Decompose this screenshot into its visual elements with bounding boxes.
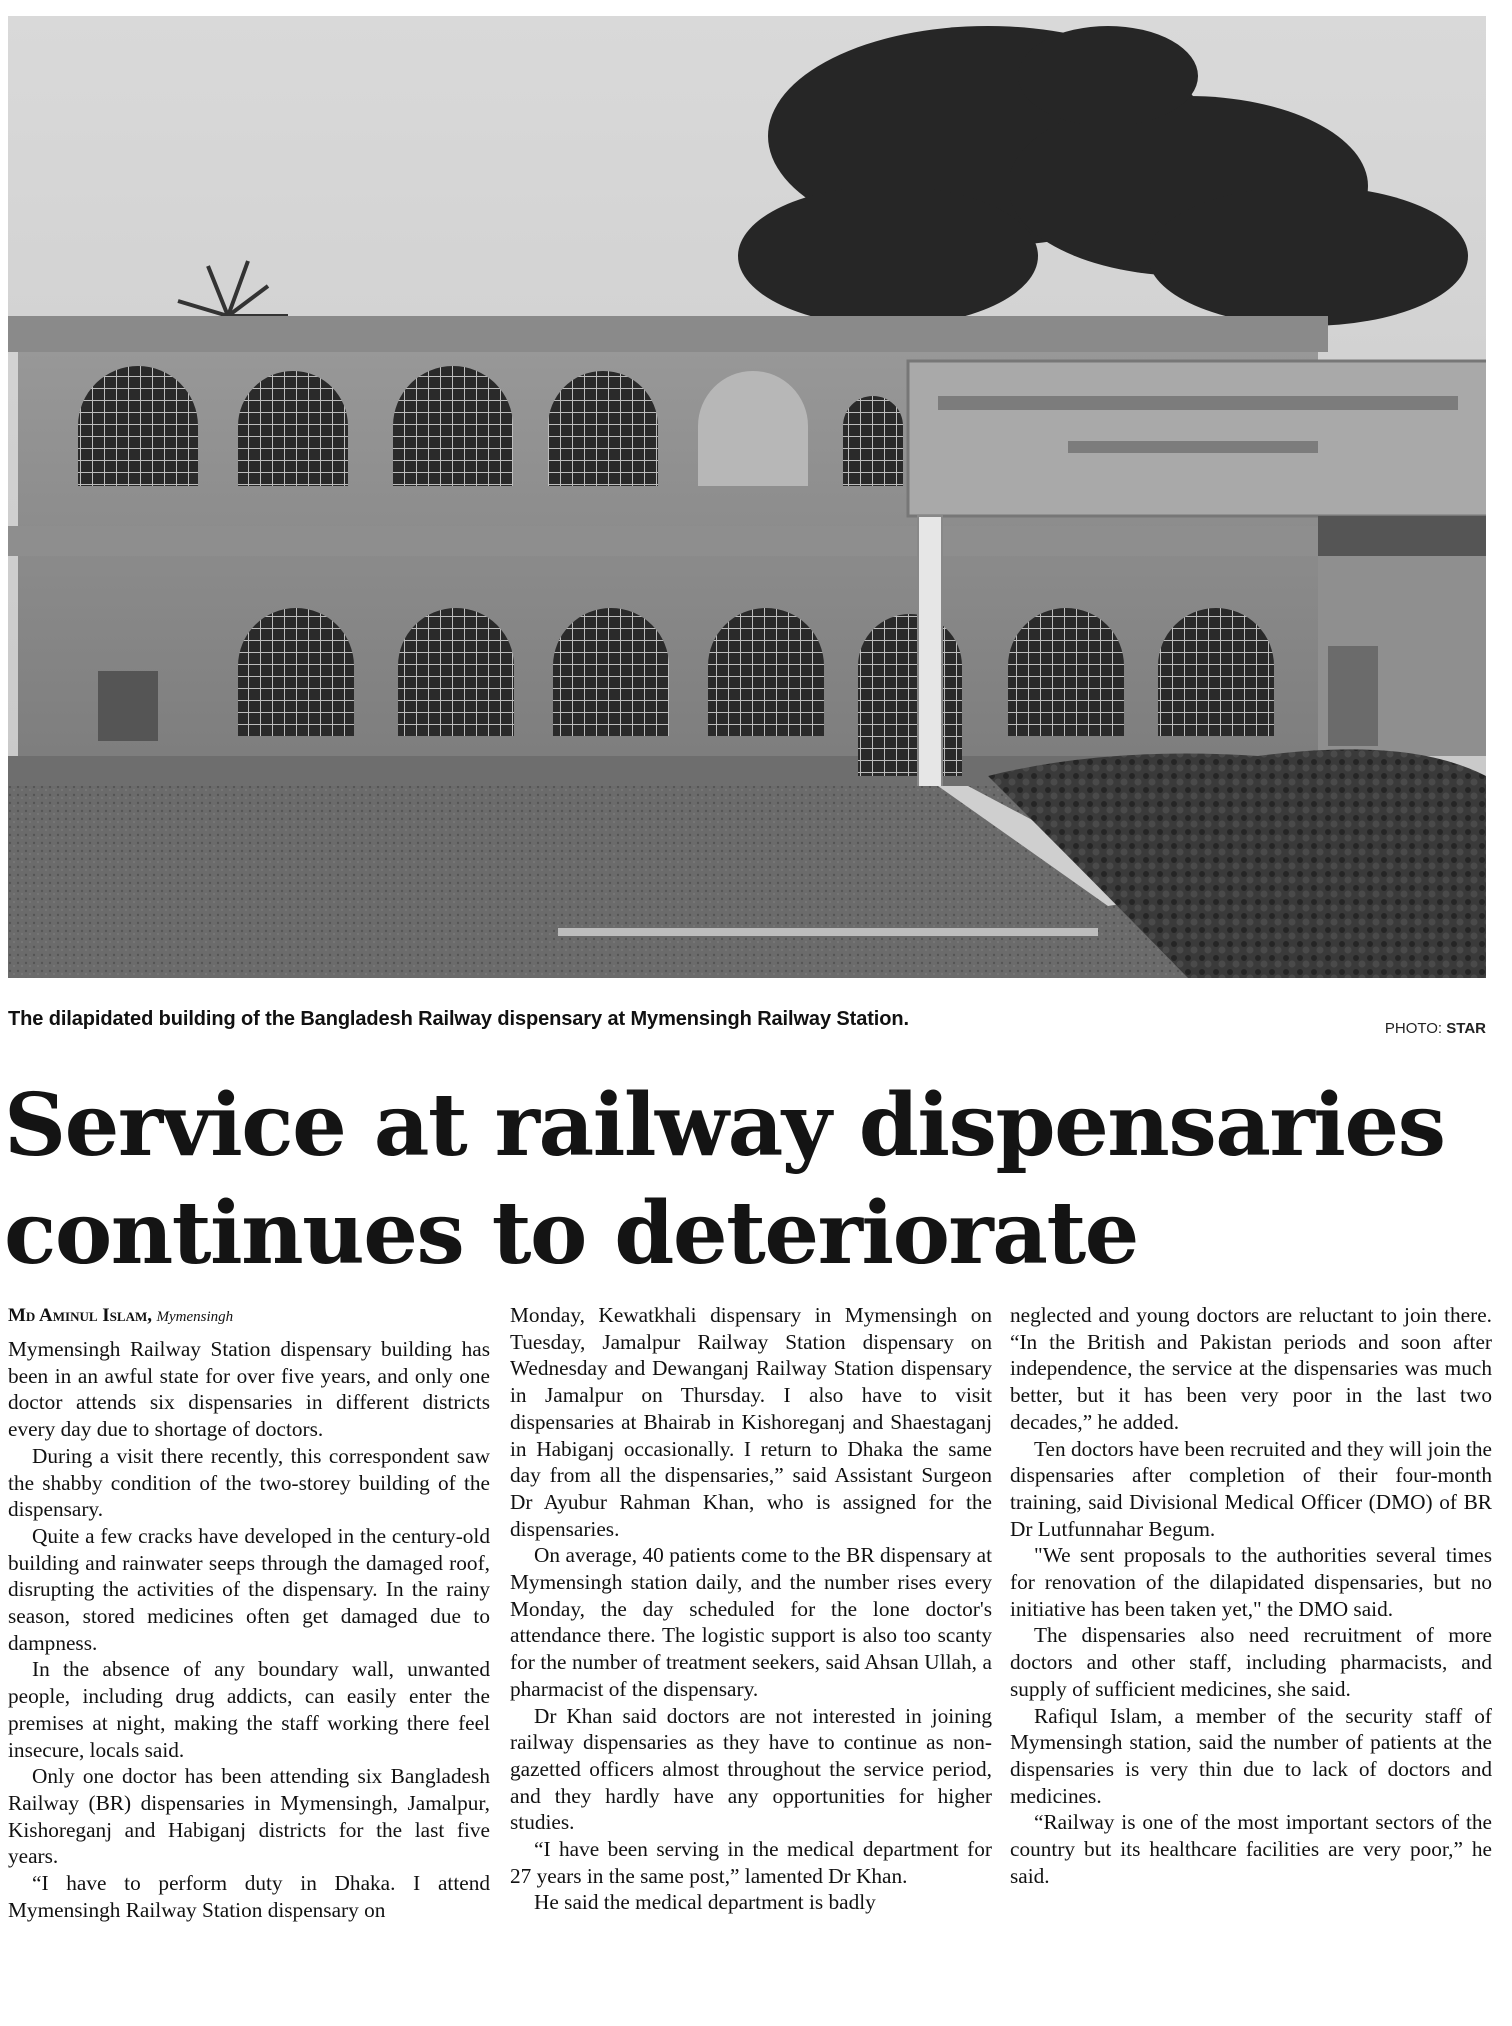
paragraph: “I have to perform duty in Dhaka. I attend Mymensingh Railway Station dispensary on xyxy=(8,1871,490,1922)
paragraph: In the absence of any boundary wall, unwanted people, including drug addicts, can easily enter the premises at night, making the staff working there feel insecure, locals said. xyxy=(8,1657,490,1762)
byline-author: Md Aminul Islam, xyxy=(8,1305,152,1326)
article-column-1 xyxy=(8,1302,490,1923)
byline xyxy=(8,1302,490,1330)
news-photo xyxy=(8,16,1486,978)
headline-line-1: Service at railway dispensaries xyxy=(4,1075,1445,1176)
article-column-2 xyxy=(510,1302,992,1916)
headline-line-2: continues to deteriorate xyxy=(4,1183,1138,1284)
paragraph: Only one doctor has been attending six Bangladesh Railway (BR) dispensaries in Mymensingh, Jamalpur, Kishoreganj and Habiganj districts for the last five years. xyxy=(8,1764,490,1869)
paragraph: “I have been serving in the medical department for 27 years in the same post,” lamented Dr Khan. xyxy=(510,1837,992,1888)
photo-credit-source: STAR xyxy=(1446,1020,1486,1037)
paragraph: Quite a few cracks have developed in the century-old building and rainwater seeps through the damaged roof, disrupting the activities of the dispensary. In the rainy season, stored medicines often get damaged due to dampness. xyxy=(8,1523,490,1655)
paragraph: Dr Khan said doctors are not interested in joining railway dispensaries as they have to continue as non-gazetted officers almost throughout the service period, and they hardly have any opportunities for higher studies. xyxy=(510,1703,992,1835)
paragraph: Rafiqul Islam, a member of the security staff of Mymensingh station, said the number of patients at the dispensaries is very thin due to lack of doctors and medicines. xyxy=(1010,1703,1492,1808)
paragraph: On average, 40 patients come to the BR dispensary at Mymensingh station daily, and the number rises every Monday, the day scheduled for the lone doctor's attendance there. The logistic support is also too scanty for the number of treatment seekers, said Ahsan Ullah, a pharmacist of the dispensary. xyxy=(510,1543,992,1701)
paragraph: He said the medical department is badly xyxy=(534,1890,876,1915)
photo-credit xyxy=(1385,1020,1486,1037)
paragraph: neglected and young doctors are reluctant to join there. “In the British and Pakistan periods and soon after independence, the service at the dispensaries was much better, but it has been very poor in the last two decades,” he added. xyxy=(1010,1303,1492,1434)
photo-credit-prefix: PHOTO: xyxy=(1384,1020,1443,1037)
paragraph: Ten doctors have been recruited and they will join the dispensaries after completion of their four-month training, said Divisional Medical Officer (DMO) of BR Dr Lutfunnahar Begum. xyxy=(1010,1436,1493,1541)
byline-location: Mymensingh xyxy=(156,1309,234,1325)
article-column-3 xyxy=(1010,1302,1492,1889)
photo-caption: The dilapidated building of the Bangladesh Railway dispensary at Mymensingh Railway Station. xyxy=(8,1008,909,1030)
paragraph: The dispensaries also need recruitment of more doctors and other staff, including pharmacists, and supply of sufficient medicines, she said. xyxy=(1010,1623,1492,1701)
paragraph: During a visit there recently, this correspondent saw the shabby condition of the two-storey building of the dispensary. xyxy=(8,1443,490,1522)
paragraph: Mymensingh Railway Station dispensary building has been in an awful state for over five years, and only one doctor attends six dispensaries in different districts every day due to shortage of doctors. xyxy=(8,1337,490,1442)
paragraph: Monday, Kewatkhali dispensary in Mymensingh on Tuesday, Jamalpur Railway Station dispensary on Wednesday and Dewanganj Railway Station dispensary in Jamalpur on Thursday. I also have to visit dispensaries at Bhairab in Kishoreganj and Shaestaganj in Habiganj occasionally. I return to Dhaka the same day from all the dispensaries,” said Assistant Surgeon Dr Ayubur Rahman Khan, who is assigned for the dispensaries. xyxy=(510,1303,992,1541)
paragraph: "We sent proposals to the authorities several times for renovation of the dilapidated dispensaries, but no initiative has been taken yet," the DMO said. xyxy=(1010,1543,1492,1621)
headline xyxy=(4,1072,1504,1288)
photo-dispensary-building-icon xyxy=(8,16,1486,978)
paragraph: “Railway is one of the most important sectors of the country but its healthcare facilities are very poor,” he said. xyxy=(1010,1810,1492,1888)
